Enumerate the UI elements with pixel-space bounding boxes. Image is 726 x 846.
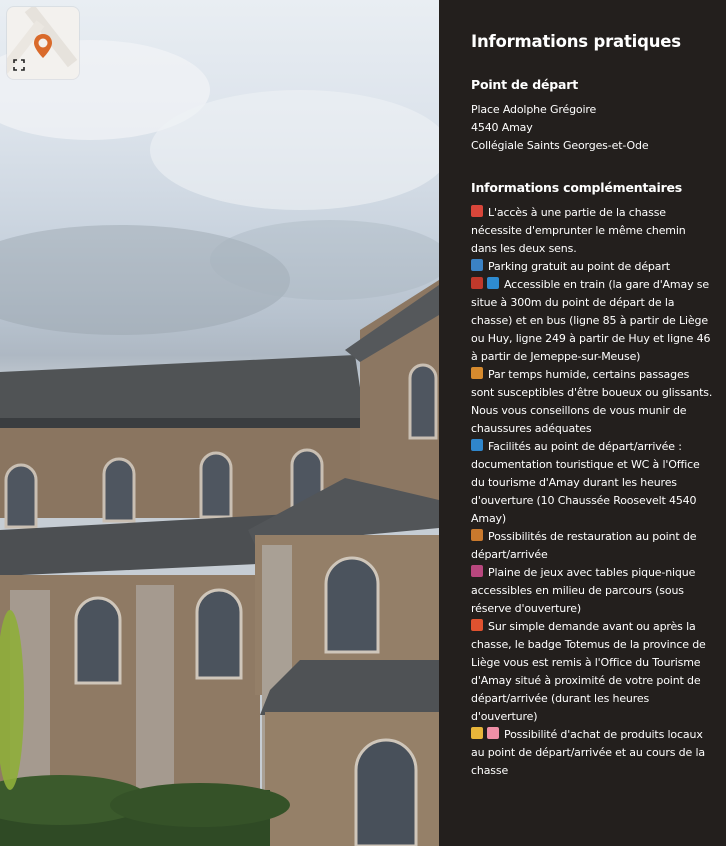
info-list-item [471, 618, 714, 726]
mini-map[interactable] [7, 7, 79, 79]
parking-icon [471, 259, 483, 271]
info-item-text: Possibilité d'achat de produits locaux au point de départ/arrivée et au cours de la chasse [471, 728, 705, 777]
info-icon [471, 439, 483, 451]
info-item-text: Possibilités de restauration au point de départ/arrivée [471, 530, 697, 561]
slide-icon [471, 565, 483, 577]
info-list [471, 204, 714, 780]
info-item-text: Parking gratuit au point de départ [488, 260, 670, 273]
bus-icon [487, 277, 499, 289]
info-item-text: Plaine de jeux avec tables pique-nique accessibles en milieu de parcours (sous réserve d'ouverture) [471, 566, 696, 615]
address-line: Place Adolphe Grégoire [471, 103, 597, 116]
shoe-icon [471, 367, 483, 379]
info-list-item [471, 438, 714, 528]
info-list-item [471, 528, 714, 564]
pig-icon [487, 727, 499, 739]
info-list-item [471, 258, 714, 276]
info-item-text: Facilités au point de départ/arrivée : documentation touristique et WC à l'Office du tourisme d'Amay durant les heures d'ouverture (10 Chaussée Roosevelt 4540 Amay) [471, 440, 700, 525]
info-list-item [471, 204, 714, 258]
megaphone-icon [471, 205, 483, 217]
info-panel [439, 0, 726, 846]
info-list-item [471, 366, 714, 438]
info-item-text: Sur simple demande avant ou après la chasse, le badge Totemus de la province de Liège vous est remis à l'Office du Tourisme d'Amay situé à proximité de votre point de départ/arrivée (durant les heures d'ouverture) [471, 620, 706, 723]
start-heading: Point de départ [471, 77, 578, 92]
panel-title: Informations pratiques [471, 32, 681, 51]
train-icon [471, 277, 483, 289]
start-address [471, 101, 714, 155]
info-list-item [471, 276, 714, 366]
extra-heading: Informations complémentaires [471, 180, 683, 195]
info-item-text: Accessible en train (la gare d'Amay se situe à 300m du point de départ de la chasse) et en bus (ligne 85 à partir de Liège ou Huy, ligne 249 à partir de Huy et ligne 46 à partir de Jemeppe-sur-Meuse) [471, 278, 711, 363]
beer-icon [471, 727, 483, 739]
info-item-text: Par temps humide, certains passages sont susceptibles d'être boueux ou glissants. Nous vous conseillons de vous munir de chaussures adéquates [471, 368, 713, 435]
info-list-item [471, 564, 714, 618]
info-item-text: L'accès à une partie de la chasse nécessite d'emprunter le même chemin dans les deux sens. [471, 206, 686, 255]
address-line: Collégiale Saints Georges-et-Ode [471, 139, 649, 152]
info-list-item [471, 726, 714, 780]
gift-icon [471, 619, 483, 631]
food-icon [471, 529, 483, 541]
address-line: 4540 Amay [471, 121, 533, 134]
